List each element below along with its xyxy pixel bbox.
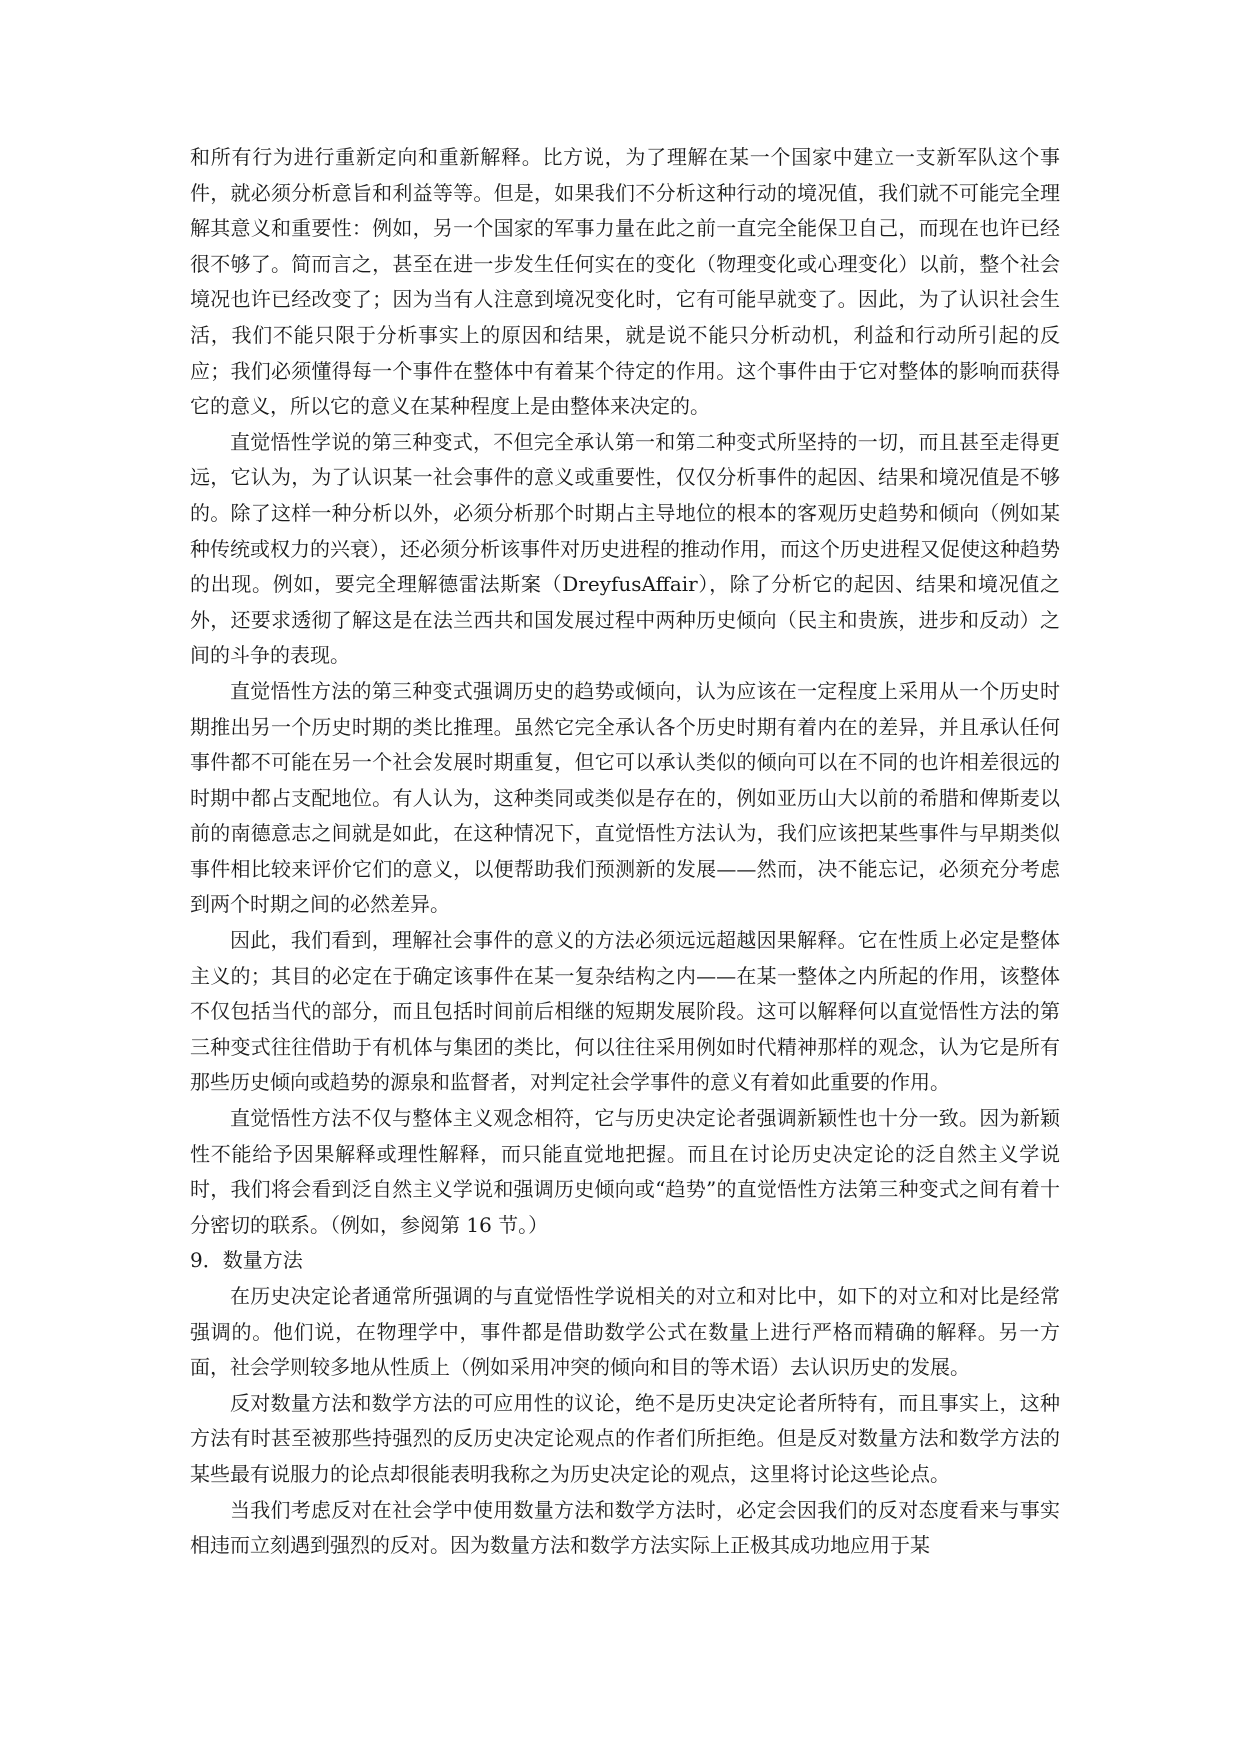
paragraph-3: 直觉悟性方法的第三种变式强调历史的趋势或倾向，认为应该在一定程度上采用从一个历史时期推出另一个历史时期的类比推理。虽然它完全承认各个历史时期有着内在的差异，并且承认任何事件都不可能在另一个社会发展时期重复，但它可以承认类似的倾向可以在不同的也许相差很远的时期中都占支配地位。有人认为，这种类同或类似是存在的，例如亚历山大以前的希腊和俾斯麦以前的南德意志之间就是如此，在这种情况下，直觉悟性方法认为，我们应该把某些事件与早期类似事件相比较来评价它们的意义，以便帮助我们预测新的发展——然而，决不能忘记，必须充分考虑到两个时期之间的必然差异。 [190,678,1060,917]
section-paragraph-3: 当我们考虑反对在社会学中使用数量方法和数学方法时，必定会因我们的反对态度看来与事实相违而立刻遇到强烈的反对。因为数量方法和数学方法实际上正极其成功地应用于某 [190,1497,1060,1558]
paragraph-4: 因此，我们看到，理解社会事件的意义的方法必须远远超越因果解释。它在性质上必定是整体主义的；其目的必定在于确定该事件在某一复杂结构之内——在某一整体之内所起的作用，该整体不仅包括当代的部分，而且包括时间前后相继的短期发展阶段。这可以解释何以直觉悟性方法的第三种变式往往借助于有机体与集团的类比，何以往往采用例如时代精神那样的观念，认为它是所有那些历史倾向或趋势的源泉和监督者，对判定社会学事件的意义有着如此重要的作用。 [190,928,1060,1095]
paragraph-5: 直觉悟性方法不仅与整体主义观念相符，它与历史决定论者强调新颖性也十分一致。因为新颖性不能给予因果解释或理性解释，而只能直觉地把握。而且在讨论历史决定论的泛自然主义学说时，我们将会看到泛自然主义学说和强调历史倾向或“趋势”的直觉悟性方法第三种变式之间有着十分密切的联系。（例如，参阅第 16 节。） [190,1106,1060,1237]
section-paragraph-1: 在历史决定论者通常所强调的与直觉悟性学说相关的对立和对比中，如下的对立和对比是经常强调的。他们说，在物理学中，事件都是借助数学公式在数量上进行严格而精确的解释。另一方面，社会学则较多地从性质上（例如采用冲突的倾向和目的等术语）去认识历史的发展。 [190,1284,1060,1380]
paragraph-1: 和所有行为进行重新定向和重新解释。比方说，为了理解在某一个国家中建立一支新军队这个事件，就必须分析意旨和利益等等。但是，如果我们不分析这种行动的境况值，我们就不可能完全理解其意义和重要性：例如，另一个国家的军事力量在此之前一直完全能保卫自己，而现在也许已经很不够了。简而言之，甚至在进一步发生任何实在的变化（物理变化或心理变化）以前，整个社会境况也许已经改变了；因为当有人注意到境况变化时，它有可能早就变了。因此，为了认识社会生活，我们不能只限于分析事实上的原因和结果，就是说不能只分析动机，利益和行动所引起的反应；我们必须懂得每一个事件在整体中有着某个待定的作用。这个事件由于它对整体的影响而获得它的意义，所以它的意义在某种程度上是由整体来决定的。 [190,145,1060,419]
section-paragraph-2: 反对数量方法和数学方法的可应用性的议论，绝不是历史决定论者所特有，而且事实上，这种方法有时甚至被那些持强烈的反历史决定论观点的作者们所拒绝。但是反对数量方法和数学方法的某些最有说服力的论点却很能表明我称之为历史决定论的观点，这里将讨论这些论点。 [190,1390,1060,1486]
document-page [190,140,1060,1564]
paragraph-2: 直觉悟性学说的第三种变式，不但完全承认第一和第二种变式所坚持的一切，而且甚至走得更远，它认为，为了认识某一社会事件的意义或重要性，仅仅分析事件的起因、结果和境况值是不够的。除了这样一种分析以外，必须分析那个时期占主导地位的根本的客观历史趋势和倾向（例如某种传统或权力的兴衰），还必须分析该事件对历史进程的推动作用，而这个历史进程又促使这种趋势的出现。例如，要完全理解德雷法斯案（DreyfusAffair），除了分析它的起因、结果和境况值之外，还要求透彻了解这是在法兰西共和国发展过程中两种历史倾向（民主和贵族，进步和反动）之间的斗争的表现。 [190,429,1060,668]
section-heading: 9．数量方法 [190,1248,303,1273]
